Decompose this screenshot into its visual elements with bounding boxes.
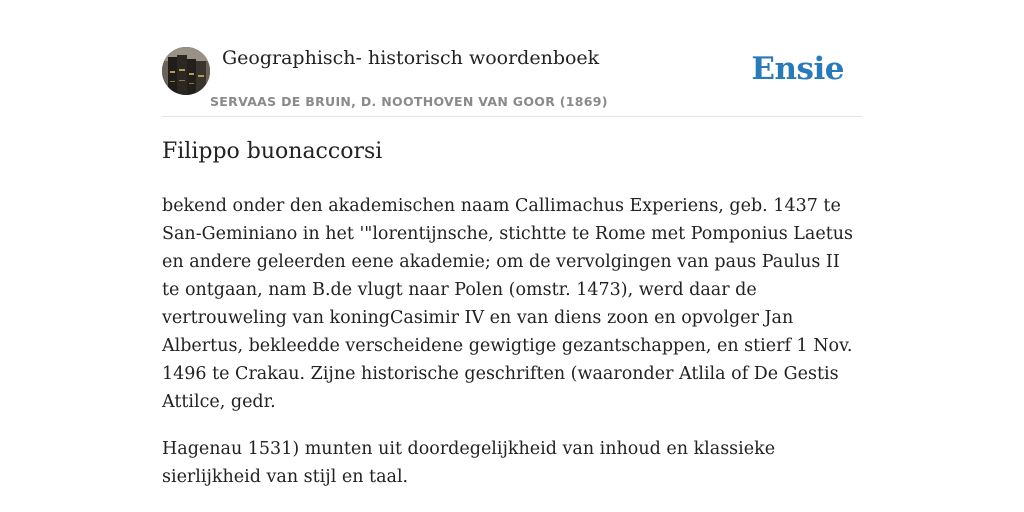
entry-paragraph: Hagenau 1531) munten uit doordegelijkheid van inhoud en klassieke sierlijkheid van stijl en taal. [162,439,776,487]
book-header [162,46,862,117]
book-authors: SERVAAS DE BRUIN, D. NOOTHOVEN VAN GOOR (1869) [210,94,608,109]
entry-title: Filippo buonaccorsi [162,139,383,164]
entry-paragraph: bekend onder den akademischen naam Callimachus Experiens, geb. 1437 te San-Geminiano in het '"lorentijnsche, stichtte te Rome met Pomponius Laetus en andere geleerden eene akademie; om de vervolgingen van paus Paulus II te ontgaan, nam B.de vlugt naar Polen (omstr. 1473), werd daar de vertrouweling van koningCasimir IV en van diens zoon en opvolger Jan Albertus, bekleedde verscheidene gewigtige gezantschappen, en stierf 1 Nov. 1496 te Crakau. Zijne historische geschriften (waaronder Atlila of De Gestis Attilce, gedr. [162,196,854,412]
entry-body [162,192,862,510]
ensie-logo-link[interactable]: Ensie [751,51,844,87]
book-title[interactable]: Geographisch- historisch woordenboek [222,47,600,69]
book-cover-thumbnail[interactable] [162,47,210,95]
book-spines-image [162,47,210,95]
